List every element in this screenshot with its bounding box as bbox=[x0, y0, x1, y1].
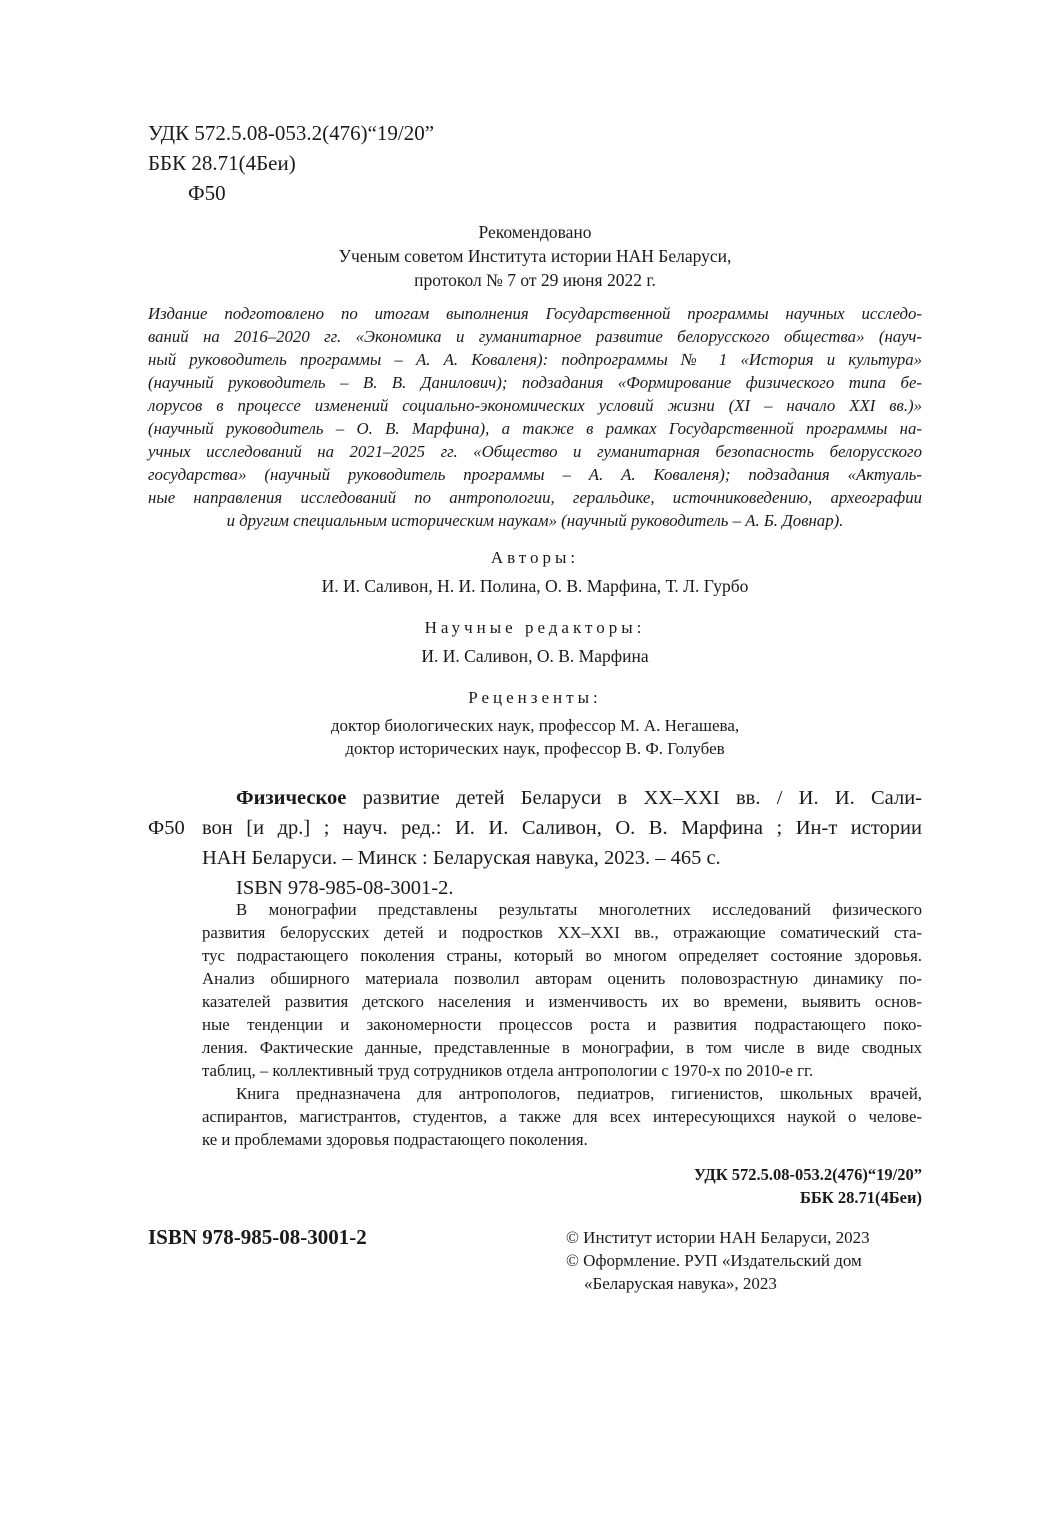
copyright-block bbox=[566, 1226, 870, 1295]
funding-line: учных исследований на 2021–2025 гг. «Общество и гуманитарная безопасность белорусского bbox=[148, 442, 922, 461]
recommendation-line: Ученым советом Института истории НАН Беларуси, bbox=[338, 246, 732, 266]
footer-classification-codes bbox=[694, 1163, 922, 1209]
biblio-title-rest: развитие детей Беларуси в XX–XXI вв. / И. И. Сали- bbox=[346, 787, 922, 809]
authors-heading: Авторы: bbox=[490, 548, 580, 567]
funding-note bbox=[148, 302, 922, 532]
editors-heading: Научные редакторы: bbox=[424, 618, 646, 637]
funding-line: и другим специальным историческим наукам» (научный руководитель – А. Б. Довнар). bbox=[226, 511, 844, 530]
abstract-line: ке и проблемами здоровья подрастающего поколения. bbox=[202, 1130, 588, 1149]
recommendation-line: Рекомендовано bbox=[478, 222, 592, 242]
abstract-line: тус подрастающего поколения страны, который во многом определяет состояние здоровья. bbox=[202, 946, 922, 965]
abstract bbox=[202, 898, 922, 1151]
abstract-line: таблиц, – коллективный труд сотрудников отдела антропологии с 1970-х по 2010-е гг. bbox=[202, 1061, 814, 1080]
reviewer: доктор исторических наук, профессор В. Ф. Голубев bbox=[345, 739, 725, 758]
footer-udk: УДК 572.5.08-053.2(476)“19/20” bbox=[693, 1165, 922, 1184]
funding-line: ный руководитель программы – А. А. Коваленя): подпрограммы № 1 «История и культура» bbox=[148, 350, 922, 369]
abstract-line: Книга предназначена для антропологов, педиатров, гигиенистов, школьных врачей, bbox=[236, 1084, 922, 1103]
classification-codes bbox=[148, 118, 434, 208]
biblio-title-bold: Физическое bbox=[236, 787, 347, 809]
footer-bbk: ББК 28.71(4Беи) bbox=[799, 1188, 922, 1207]
biblio-line bbox=[202, 783, 922, 813]
biblio-cutter-code: Ф50 bbox=[148, 817, 185, 839]
bbk-code: ББК 28.71(4Беи) bbox=[148, 151, 296, 175]
authors-list: И. И. Саливон, Н. И. Полина, О. В. Марфина, Т. Л. Гурбо bbox=[321, 576, 749, 596]
biblio-line: НАН Беларуси. – Минск : Беларуская навука, 2023. – 465 с. bbox=[202, 847, 721, 869]
editors-list: И. И. Саливон, О. В. Марфина bbox=[421, 646, 649, 666]
biblio-isbn: ISBN 978-985-08-3001-2. bbox=[236, 877, 454, 899]
reviewers-heading: Рецензенты: bbox=[468, 688, 602, 707]
abstract-line: казателей развития детского населения и изменчивость их во времени, выявить основ- bbox=[202, 992, 922, 1011]
bibliographic-record bbox=[202, 783, 922, 903]
reviewer: доктор биологических наук, профессор М. А. Негашева, bbox=[330, 716, 740, 735]
copyright-line: © Институт истории НАН Беларуси, 2023 bbox=[566, 1228, 870, 1247]
abstract-line: Анализ обширного материала позволил авторам оценить половозрастную динамику по- bbox=[202, 969, 922, 988]
isbn-number: ISBN 978-985-08-3001-2 bbox=[148, 1225, 367, 1249]
funding-line: государства» (научный руководитель программы – А. А. Коваленя); подзадания «Актуаль- bbox=[148, 465, 922, 484]
abstract-line: В монографии представлены результаты многолетних исследований физического bbox=[236, 900, 922, 919]
funding-line: ваний на 2016–2020 гг. «Экономика и гуманитарное развитие белорусского общества» (науч- bbox=[148, 327, 922, 346]
funding-line: лорусов в процессе изменений социально-экономических условий жизни (XI – начало XXI вв.)» bbox=[148, 396, 922, 415]
funding-line: (научный руководитель – О. В. Марфина), а также в рамках Государственной программы на- bbox=[148, 419, 922, 438]
recommendation-line: протокол № 7 от 29 июня 2022 г. bbox=[414, 270, 656, 290]
copyright-line: «Беларуская навука», 2023 bbox=[584, 1274, 777, 1293]
funding-line: Издание подготовлено по итогам выполнения Государственной программы научных исследо- bbox=[148, 304, 922, 323]
abstract-line: развития белорусских детей и подростков XX–XXI вв., отражающие соматический ста- bbox=[202, 923, 922, 942]
abstract-line: аспирантов, магистрантов, студентов, а также для всех интересующихся наукой о челове- bbox=[202, 1107, 922, 1126]
funding-line: ные направления исследований по антропологии, геральдике, источниковедению, археографии bbox=[148, 488, 922, 507]
cutter-code: Ф50 bbox=[188, 181, 226, 205]
funding-line: (научный руководитель – В. В. Данилович); подзадания «Формирование физического типа бе- bbox=[148, 373, 922, 392]
abstract-line: ные тенденции и закономерности процессов роста и развития подрастающего поко- bbox=[202, 1015, 922, 1034]
abstract-line: ления. Фактические данные, представленные в монографии, в том числе в виде сводных bbox=[202, 1038, 922, 1057]
biblio-line: вон [и др.] ; науч. ред.: И. И. Саливон, О. В. Марфина ; Ин-т истории bbox=[202, 817, 922, 839]
udk-code: УДК 572.5.08-053.2(476)“19/20” bbox=[148, 121, 435, 145]
reviewers-list bbox=[148, 714, 922, 760]
copyright-line: © Оформление. РУП «Издательский дом bbox=[566, 1251, 862, 1270]
recommendation-block bbox=[148, 220, 922, 292]
